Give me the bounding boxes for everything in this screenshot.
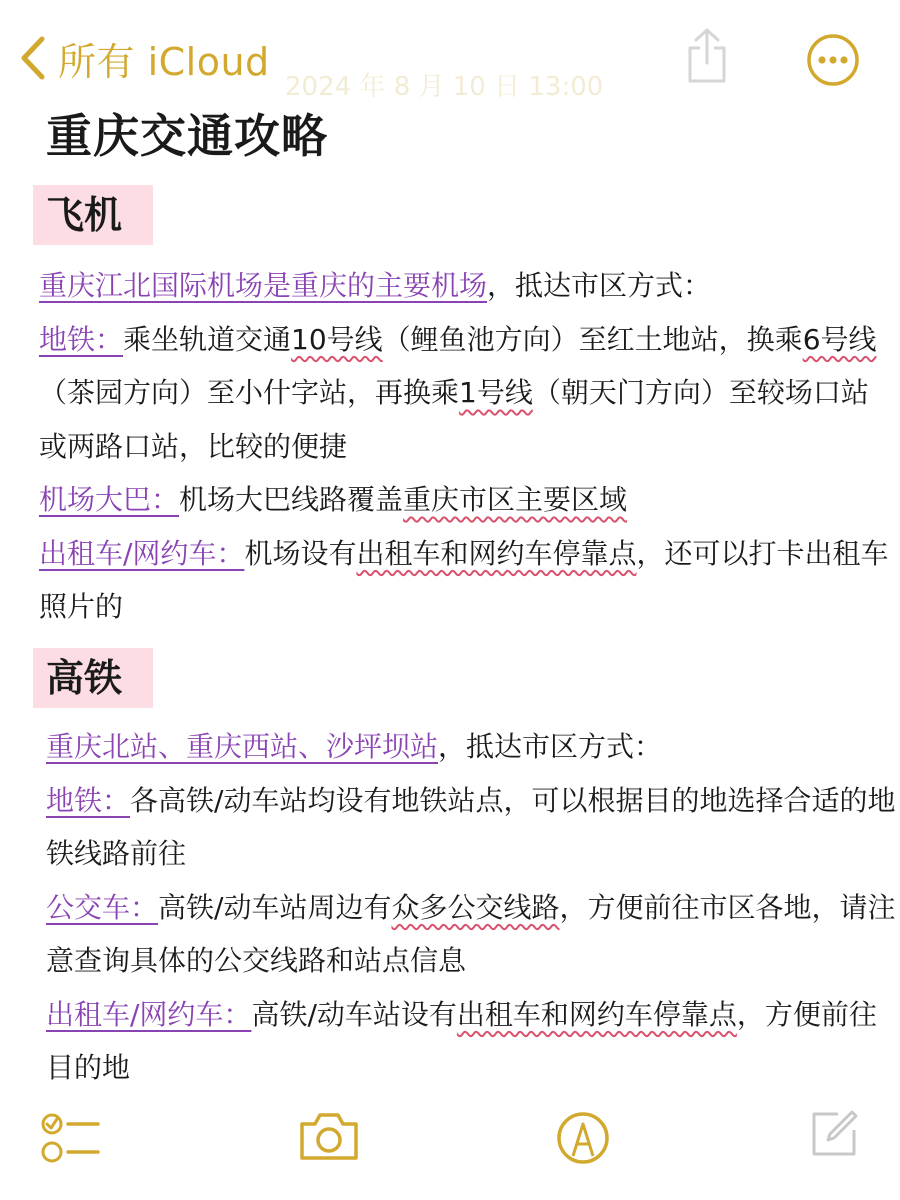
section-body-plane: [39, 259, 889, 634]
section-heading-plane: 飞机: [46, 193, 123, 237]
back-button[interactable]: [18, 28, 270, 88]
note-title: 重庆交通攻略: [46, 109, 328, 163]
note-date-ghost: 2024 年 8 月 10 日 13:00: [285, 72, 604, 102]
section-intro: 重庆江北国际机场是重庆的主要机场，抵达市区方式：: [39, 269, 712, 302]
item-label: 地铁：: [39, 322, 124, 356]
airport-link[interactable]: 重庆江北国际机场是重庆的主要机场: [39, 269, 488, 302]
markup-button[interactable]: [555, 1110, 611, 1170]
share-button[interactable]: [683, 27, 731, 85]
stations-link[interactable]: 重庆北站、重庆西站、沙坪坝站: [46, 730, 439, 763]
item-label: 出租车/网约车：: [46, 997, 252, 1031]
item-label: 机场大巴：: [39, 483, 180, 516]
ellipsis-circle-icon: [806, 72, 860, 91]
checklist-icon: [40, 1151, 102, 1170]
item-label: 出租车/网约车：: [39, 536, 245, 570]
list-item: 出租车/网约车：高铁/动车站设有出租车和网约车停靠点，方便前往目的地: [46, 997, 877, 1084]
section-heading-train: 高铁: [46, 656, 123, 700]
camera-button[interactable]: [298, 1110, 360, 1166]
share-icon: [683, 70, 731, 89]
item-label: 公交车：: [46, 890, 159, 924]
section-intro: 重庆北站、重庆西站、沙坪坝站，抵达市区方式：: [46, 730, 663, 763]
list-item: 出租车/网约车：机场设有出租车和网约车停靠点，还可以打卡出租车照片的: [39, 536, 889, 623]
chevron-left-icon: [18, 35, 48, 81]
compose-icon: [808, 1145, 860, 1164]
more-button[interactable]: [806, 33, 860, 87]
markup-pen-icon: [555, 1151, 611, 1170]
compose-button[interactable]: [808, 1108, 860, 1164]
list-item: 公交车：高铁/动车站周边有众多公交线路，方便前往市区各地，请注意查询具体的公交线路和站点信息: [46, 890, 896, 977]
checklist-button[interactable]: [40, 1110, 102, 1170]
list-item: 机场大巴：机场大巴线路覆盖重庆市区主要区域: [39, 483, 628, 516]
back-button-label: 所有 iCloud: [58, 39, 270, 84]
list-item: 地铁：各高铁/动车站均设有地铁站点，可以根据目的地选择合适的地铁线路前往: [46, 783, 896, 870]
item-label: 地铁：: [46, 783, 131, 817]
camera-icon: [298, 1147, 360, 1166]
section-body-train: [46, 720, 896, 1095]
list-item: 地铁：乘坐轨道交通10号线（鲤鱼池方向）至红土地站，换乘6号线（茶园方向）至小什字站，再换乘1号线（朝天门方向）至较场口站或两路口站，比较的便捷: [39, 322, 877, 463]
